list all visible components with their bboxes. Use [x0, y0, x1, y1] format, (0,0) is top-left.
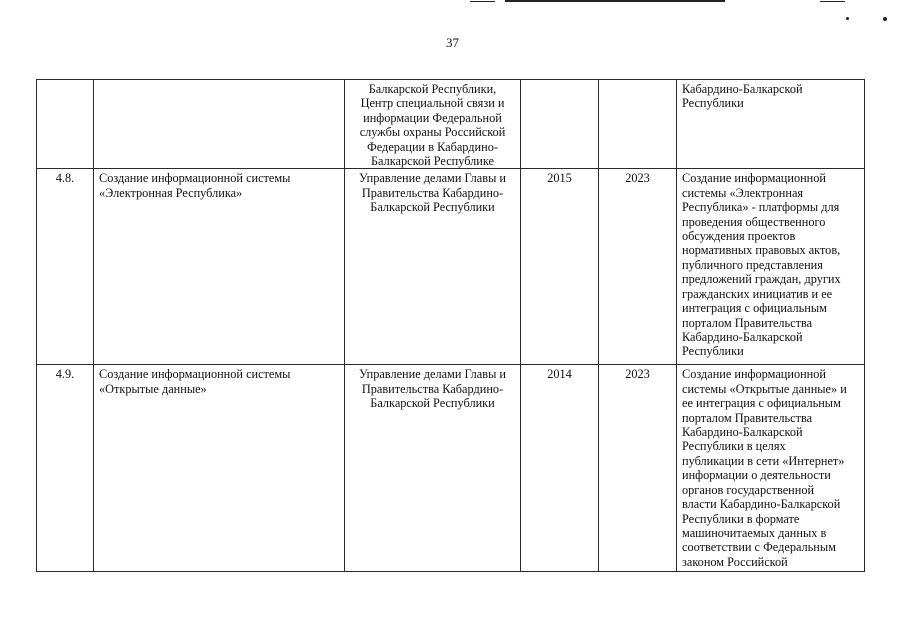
table-row: [37, 365, 865, 572]
expected-result: Создание информационной системы «Открытые данные» и ее интеграция с официальным порталом Правительства Кабардино-Балкарской Республики в целях публикации в сети «Интернет» информации о деятельности органов государственной власти Кабардино-Балкарской Республики в формате машиночитаемых данных в соответствии с Федеральным законом Российской: [677, 365, 865, 572]
end-year: 2023: [599, 169, 677, 365]
document-table: [36, 79, 865, 572]
measure-name: [94, 80, 345, 169]
table-row: [37, 169, 865, 365]
start-year: 2015: [521, 169, 599, 365]
end-year: 2023: [599, 365, 677, 572]
expected-result: Создание информационной системы «Электронная Республика» - платформы для проведения общественного обсуждения проектов нормативных правовых актов, публичного представления предложений граждан, других гражданских инициатив и ее интеграция с официальным порталом Правительства Кабардино-Балкарской Республики: [677, 169, 865, 365]
row-number: 4.9.: [37, 365, 94, 572]
scan-dot: [883, 17, 887, 21]
row-number: [37, 80, 94, 169]
scan-dot: [846, 17, 849, 20]
measure-name: Создание информационной системы «Открытые данные»: [94, 365, 345, 572]
responsible-org: Управление делами Главы и Правительства Кабардино- Балкарской Республики: [345, 365, 521, 572]
end-year: [599, 80, 677, 169]
responsible-org: Балкарской Республики, Центр специальной связи и информации Федеральной службы охраны Российской Федерации в Кабардино- Балкарской Республике: [345, 80, 521, 169]
scan-line-top: [505, 0, 725, 2]
expected-result: Кабардино-Балкарской Республики: [677, 80, 865, 169]
scan-line-right: [820, 1, 845, 2]
start-year: 2014: [521, 365, 599, 572]
measure-name: Создание информационной системы «Электронная Республика»: [94, 169, 345, 365]
page-number: 37: [446, 35, 459, 50]
row-number: 4.8.: [37, 169, 94, 365]
start-year: [521, 80, 599, 169]
scan-line-top-short: [470, 1, 495, 2]
table-row: [37, 80, 865, 169]
responsible-org: Управление делами Главы и Правительства Кабардино- Балкарской Республики: [345, 169, 521, 365]
